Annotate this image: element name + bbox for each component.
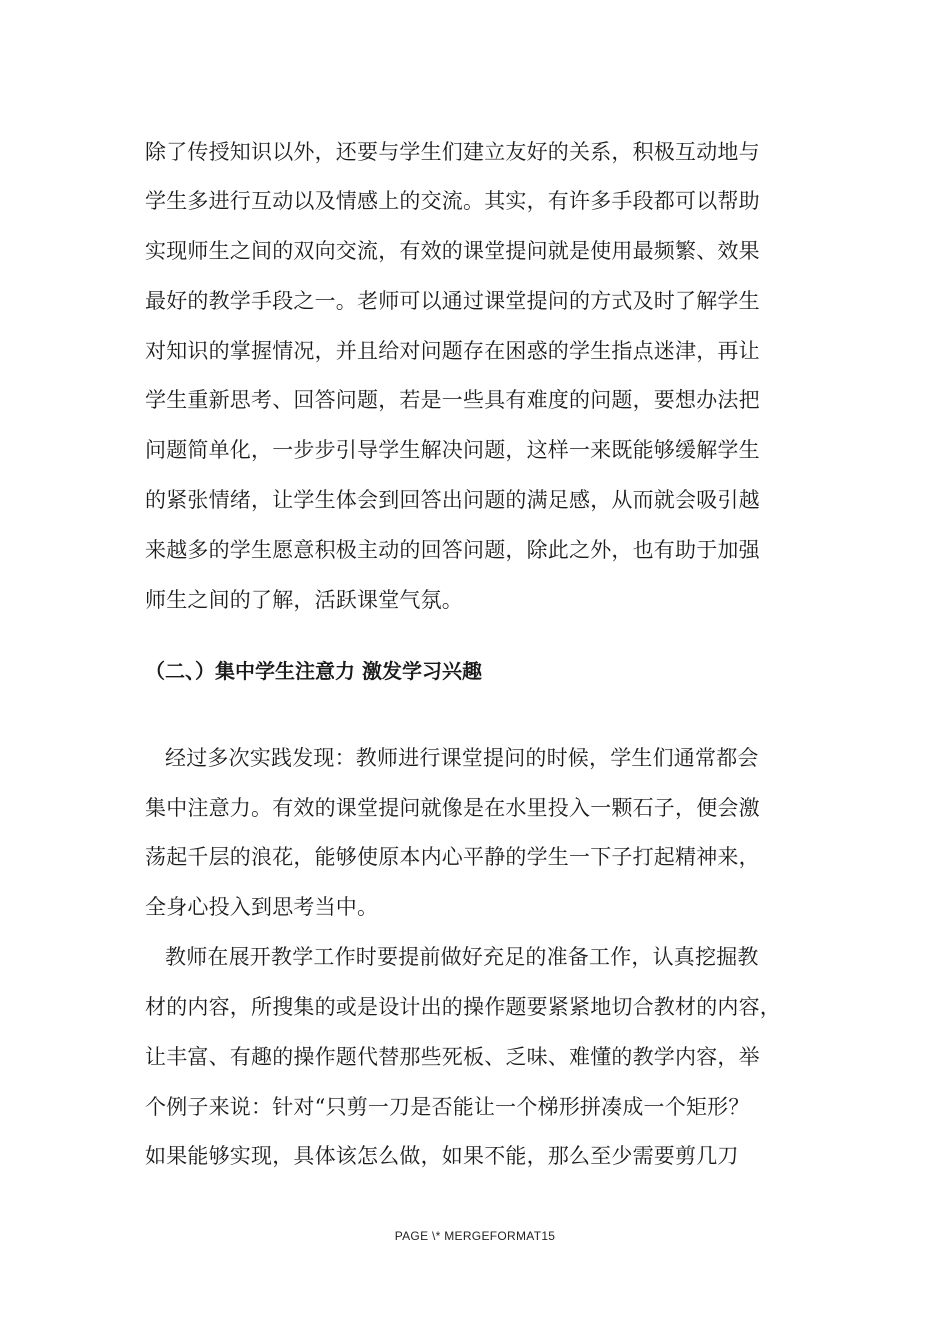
paragraph-1-line-7: 问题简单化，一步步引导学生解决问题，这样一来既能够缓解学生: [145, 438, 760, 462]
paragraph-1-line-1: 除了传授知识以外，还要与学生们建立友好的关系，积极互动地与: [145, 140, 760, 164]
paragraph-3-line-5: 如果能够实现，具体该怎么做，如果不能，那么至少需要剪几刀: [145, 1144, 739, 1168]
paragraph-1-line-10: 师生之间的了解，活跃课堂气氛。: [145, 588, 463, 612]
paragraph-3-line-1: 教师在展开教学工作时要提前做好充足的准备工作，认真挖掘教: [165, 945, 759, 969]
paragraph-1-line-2: 学生多进行互动以及情感上的交流。其实，有许多手段都可以帮助: [145, 189, 760, 213]
paragraph-2-line-2: 集中注意力。有效的课堂提问就像是在水里投入一颗石子，便会激: [145, 796, 760, 820]
paragraph-3-line-3: 让丰富、有趣的操作题代替那些死板、乏味、难懂的教学内容，举: [145, 1045, 760, 1069]
paragraph-1-line-5: 对知识的掌握情况，并且给对问题存在困惑的学生指点迷津，再让: [145, 339, 760, 363]
page-footer: PAGE \* MERGEFORMAT15: [394, 1229, 556, 1243]
paragraph-2-line-3: 荡起千层的浪花，能够使原本内心平静的学生一下子打起精神来，: [145, 845, 760, 869]
paragraph-1-line-6: 学生重新思考、回答问题，若是一些具有难度的问题，要想办法把: [145, 388, 760, 412]
paragraph-2-line-4: 全身心投入到思考当中。: [145, 895, 379, 919]
paragraph-1-line-4: 最好的教学手段之一。老师可以通过课堂提问的方式及时了解学生: [145, 289, 760, 313]
paragraph-1-line-9: 来越多的学生愿意积极主动的回答问题，除此之外，也有助于加强: [145, 538, 760, 562]
paragraph-1-line-3: 实现师生之间的双向交流，有效的课堂提问就是使用最频繁、效果: [145, 239, 760, 263]
section-heading: （二、）集中学生注意力 激发学习兴趣: [145, 659, 482, 683]
paragraph-3-line-2: 材的内容，所搜集的或是设计出的操作题要紧紧地切合教材的内容，: [145, 995, 781, 1019]
paragraph-1-line-8: 的紧张情绪，让学生体会到回答出问题的满足感，从而就会吸引越: [145, 488, 760, 512]
paragraph-3-line-4: 个例子来说：针对“只剪一刀是否能让一个梯形拼凑成一个矩形？: [145, 1095, 750, 1119]
paragraph-2-line-1: 经过多次实践发现：教师进行课堂提问的时候，学生们通常都会: [165, 746, 759, 770]
